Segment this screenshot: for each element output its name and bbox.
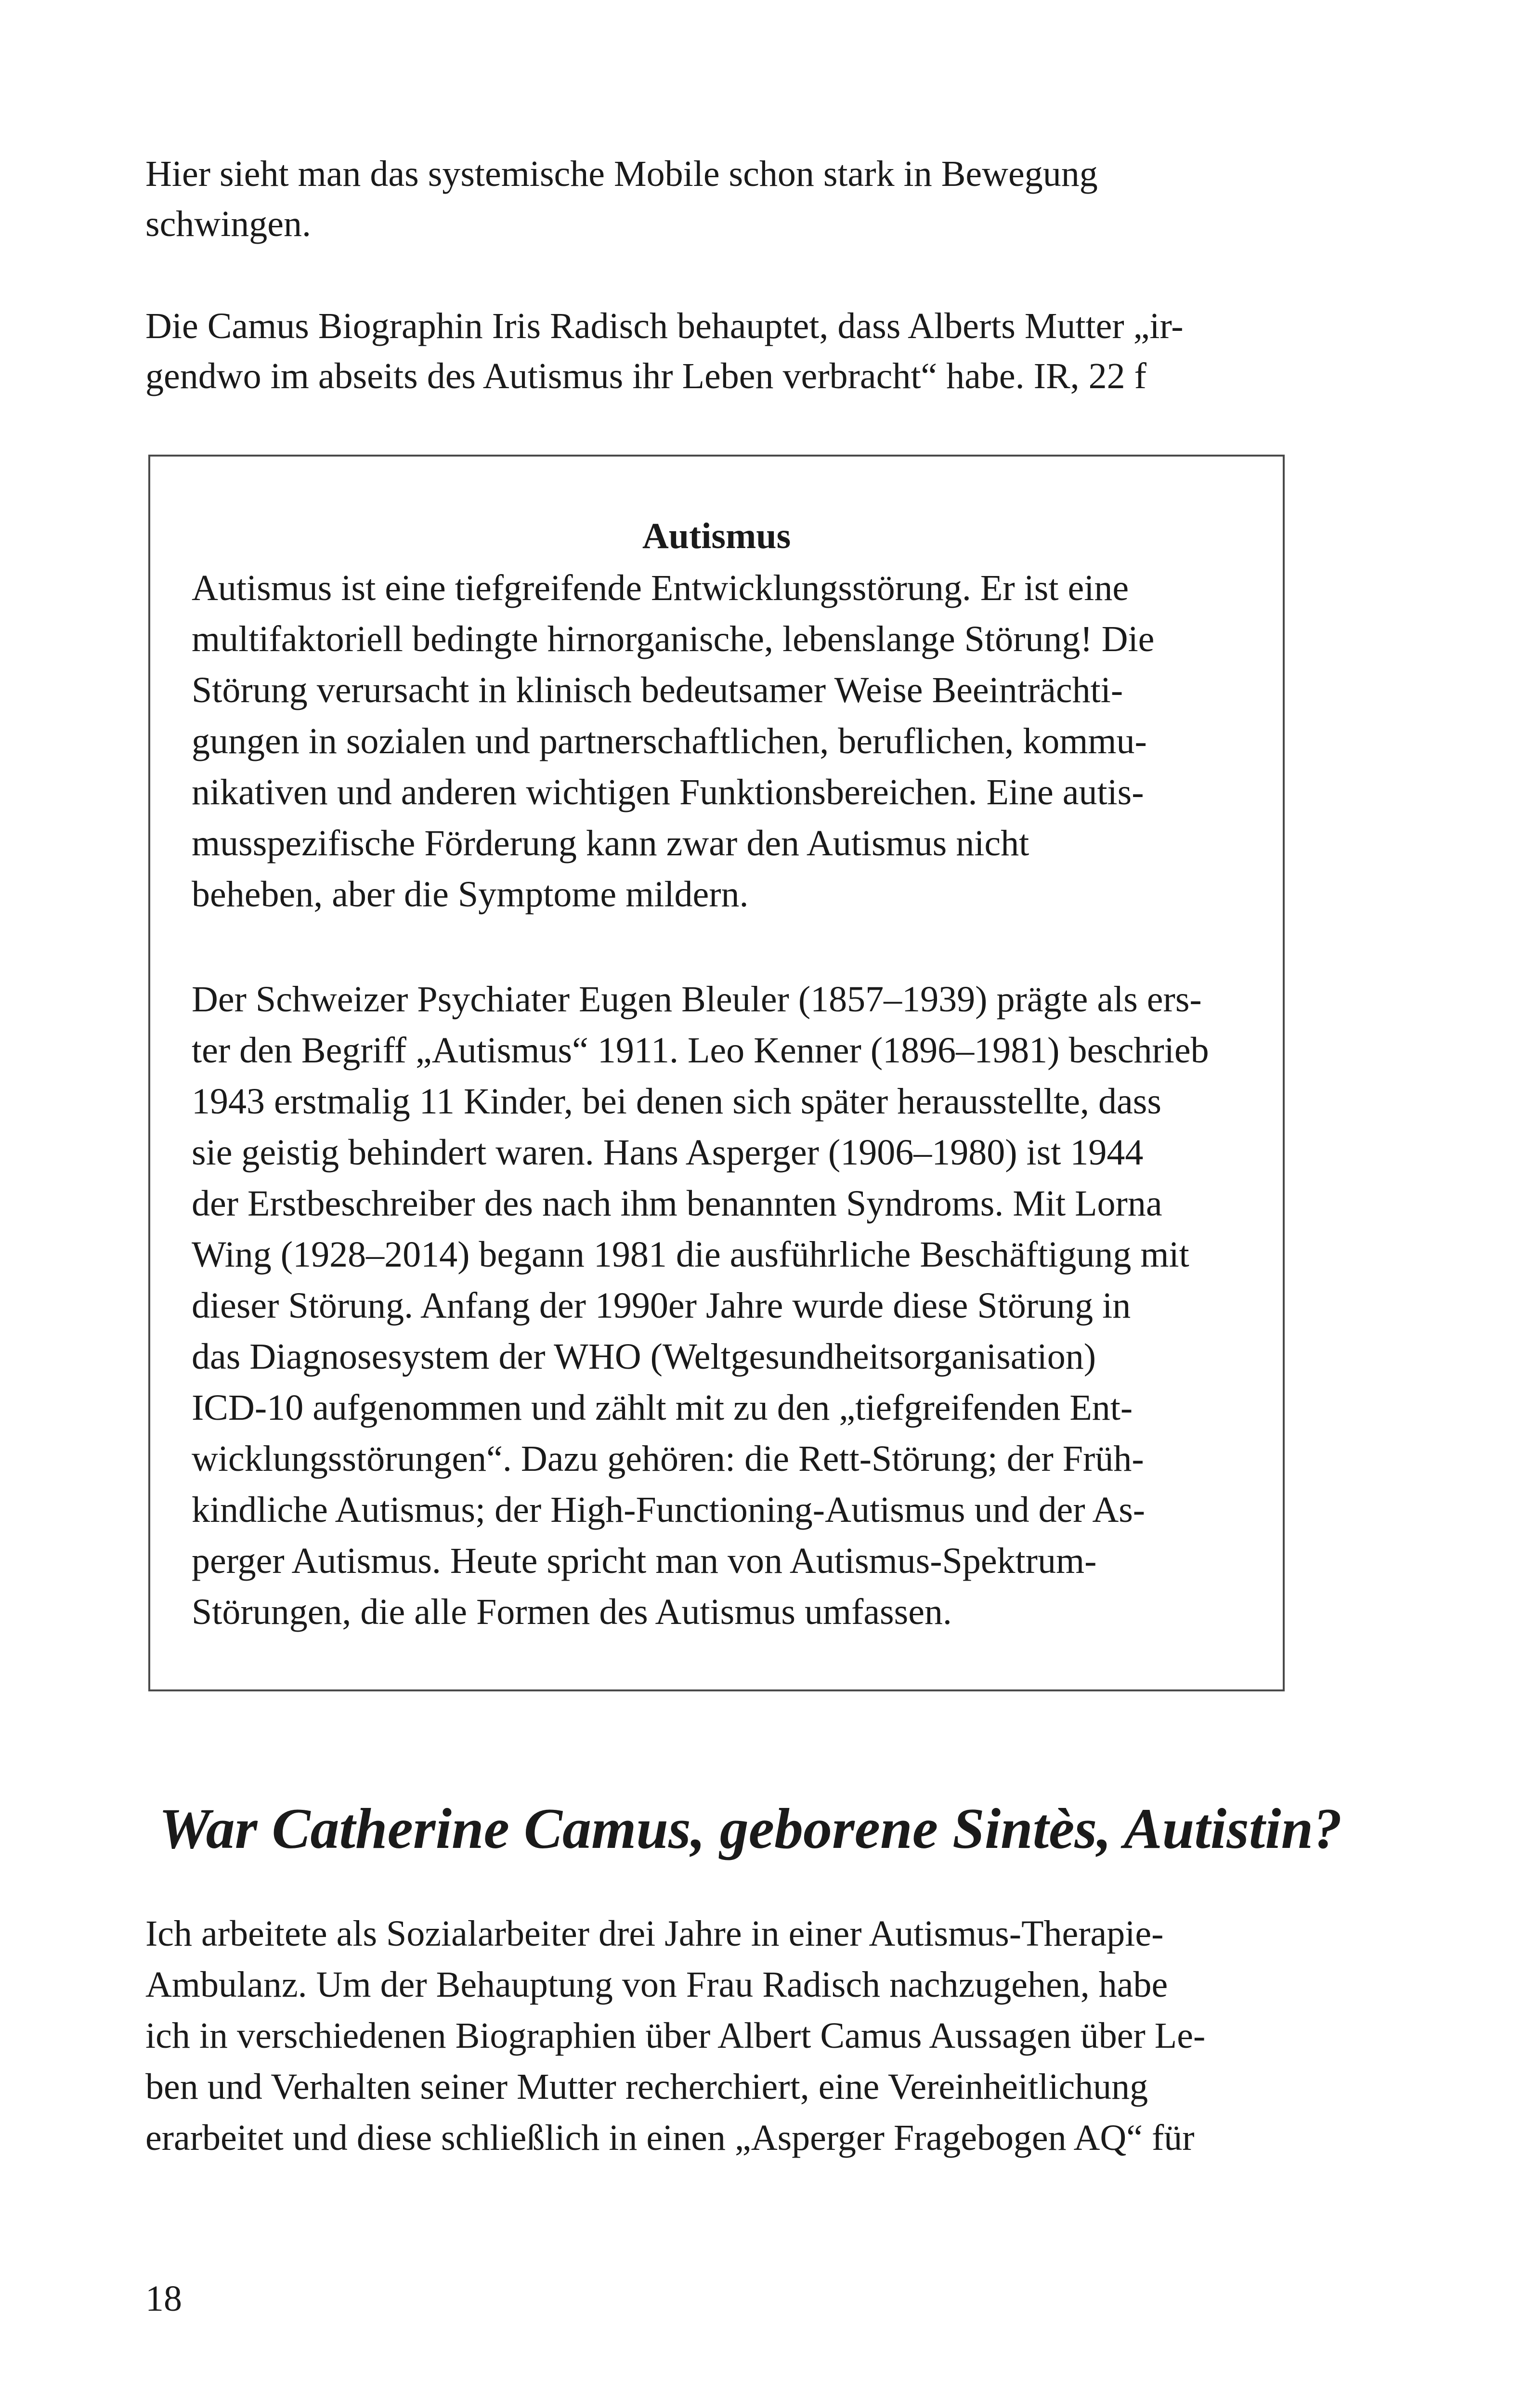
box-para2-line: Störungen, die alle Formen des Autismus umfassen. [192, 1592, 952, 1632]
body-line: Ich arbeitete als Sozialarbeiter drei Jahre in einer Autismus-Therapie- [145, 1913, 1164, 1954]
box-para1-line: Störung verursacht in klinisch bedeutsamer Weise Beeinträchti- [192, 670, 1123, 710]
page-number: 18 [145, 2278, 182, 2319]
body-line: erarbeitet und diese schließlich in einen „Asperger Fragebogen AQ“ für [145, 2118, 1195, 2158]
body-line: Ambulanz. Um der Behauptung von Frau Radisch nachzugehen, habe [145, 1964, 1168, 2005]
box-para1-line: gungen in sozialen und partnerschaftlichen, beruflichen, kommu- [192, 721, 1147, 761]
box-para2-line: ICD-10 aufgenommen und zählt mit zu den „tiefgreifenden Ent- [192, 1387, 1133, 1428]
quote-line: gendwo im abseits des Autismus ihr Leben verbracht“ habe. IR, 22 f [145, 356, 1146, 396]
box-para2-line: 1943 erstmalig 11 Kinder, bei denen sich später herausstellte, dass [192, 1081, 1161, 1122]
box-para1-line: Autismus ist eine tiefgreifende Entwicklungsstörung. Er ist eine [192, 568, 1129, 608]
body-line: ich in verschiedenen Biographien über Albert Camus Aussagen über Le- [145, 2015, 1206, 2056]
intro-line: Hier sieht man das systemische Mobile schon stark in Bewegung [145, 154, 1098, 194]
box-para1-line: musspezifische Förderung kann zwar den Autismus nicht [192, 823, 1029, 864]
box-para1-line: nikativen und anderen wichtigen Funktionsbereichen. Eine autis- [192, 772, 1144, 812]
box-para2-line: ter den Begriff „Autismus“ 1911. Leo Kenner (1896–1981) beschrieb [192, 1030, 1209, 1071]
box-para2-line: der Erstbeschreiber des nach ihm benannten Syndroms. Mit Lorna [192, 1183, 1162, 1224]
intro-line: schwingen. [145, 204, 312, 244]
box-para2-line: dieser Störung. Anfang der 1990er Jahre wurde diese Störung in [192, 1285, 1131, 1326]
quote-line: Die Camus Biographin Iris Radisch behauptet, dass Alberts Mutter „ir- [145, 306, 1184, 346]
box-para2-line: das Diagnosesystem der WHO (Weltgesundheitsorganisation) [192, 1336, 1096, 1377]
box-para2-line: Der Schweizer Psychiater Eugen Bleuler (1857–1939) prägte als ers- [192, 979, 1202, 1020]
box-para2-line: perger Autismus. Heute spricht man von Autismus-Spektrum- [192, 1541, 1097, 1581]
body-line: ben und Verhalten seiner Mutter recherchiert, eine Vereinheitlichung [145, 2067, 1148, 2107]
box-title: Autismus [642, 516, 791, 556]
box-para1-line: beheben, aber die Symptome mildern. [192, 874, 749, 915]
box-para2-line: Wing (1928–2014) begann 1981 die ausführliche Beschäftigung mit [192, 1234, 1189, 1275]
box-para1-line: multifaktoriell bedingte hirnorganische, lebenslange Störung! Die [192, 619, 1155, 659]
box-para2-line: kindliche Autismus; der High-Functioning-Autismus und der As- [192, 1490, 1146, 1530]
box-para2-line: sie geistig behindert waren. Hans Asperger (1906–1980) ist 1944 [192, 1132, 1144, 1173]
section-heading: War Catherine Camus, geborene Sintès, Autistin? [159, 1796, 1342, 1860]
box-para2-line: wicklungsstörungen“. Dazu gehören: die Rett-Störung; der Früh- [192, 1439, 1144, 1479]
